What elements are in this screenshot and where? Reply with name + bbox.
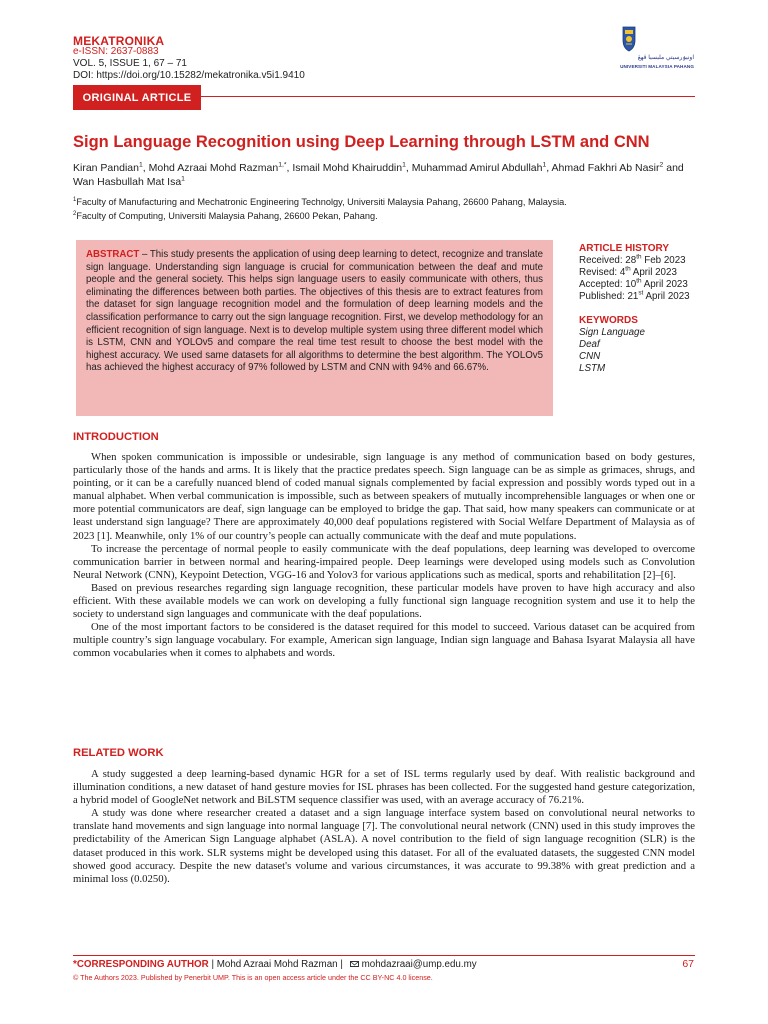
- corresponding-author-line: *CORRESPONDING AUTHOR | Mohd Azraai Mohd Razman | mohdazraai@ump.edu.my: [73, 959, 477, 970]
- corresponding-author-email[interactable]: mohdazraai@ump.edu.my: [361, 959, 477, 970]
- logo-text: UNIVERSITI MALAYSIA PAHANG: [620, 64, 694, 69]
- abstract-box: [76, 240, 553, 416]
- author-name: Wan Hasbullah Mat Isa: [73, 176, 182, 188]
- paragraph: A study was done where researcher created a dataset and a sign language interface system based on convolutional neural networks to translate hand movements and sign language into normal language [7]. The convolutional neural network (CNN) used in this study improves the predictability of the American Sign Language alphabet (ASLA). A novel contribution to the field of sign language recognition (SLR) is the dataset produced in this work. SLR systems might be developed using this dataset. For all of the evaluated datasets, the suggested CNN model showed good accuracy. Despite the new dataset's volume and various circumstances, it was accurate to 99.38% with great prediction and a minimal loss (0.0250).: [73, 807, 695, 885]
- author-affiliation-mark: 1: [181, 175, 185, 183]
- affiliation-1: $^1$Faculty of Manufacturing and Mechatronic Engineering Technolgy, Universiti Malaysia Pahang, 26600 Pahang, Malaysia.: [73, 196, 567, 207]
- published-date: Published: 21st April 2023: [579, 289, 690, 302]
- corresponding-author-label: *CORRESPONDING AUTHOR: [73, 959, 209, 970]
- author-affiliation-mark: 1: [138, 161, 143, 169]
- author-name: Mohd Azraai Mohd Razman: [148, 162, 279, 174]
- author-affiliation-mark: 1,*: [278, 161, 287, 169]
- corresponding-author-name: Mohd Azraai Mohd Razman: [216, 959, 338, 970]
- author-affiliation-mark: 1: [542, 161, 547, 169]
- logo-arabic-text: اونيۏرسيتي مليسيا ڤهڠ: [637, 55, 694, 61]
- issn: e-ISSN: 2637-0883: [73, 46, 159, 57]
- author-list: Kiran Pandian$^1$, Mohd Azraai Mohd Razman$^{1,*}$, Ismail Mohd Khairuddin$^1$, Muhammad Amirul Abdullah$^1$, Ahmad Fakhri Ab Nasir$^2$ and Wan Hasbullah Mat Isa$^1$: [73, 161, 684, 188]
- paragraph: To increase the percentage of normal people to easily communicate with the deaf populations, deep learning was developed to overcome communication barrier in between normal and hearing-impaired people. Deep learnings were developed using models such as Convolution Neural Network (CNN), Keypoint Detection, VGG-16 and Yolov3 for various applications such as medical, sports and rehabilitation [2]–[6].: [73, 542, 695, 581]
- journal-name: MEKATRONIKA: [73, 34, 165, 48]
- keyword-item: LSTM: [579, 363, 606, 374]
- paragraph: One of the most important factors to be considered is the dataset required for this model to succeed. Various dataset can be acquired from multiple country’s sign language vocabulary. For example, American sign language, Indian sign language and Bahasa Isyarat Malaysia all have common vocabularies when it comes to alphabets and words.: [73, 621, 695, 660]
- introduction-heading: INTRODUCTION: [73, 431, 159, 443]
- article-sidebar: [579, 243, 719, 375]
- mail-icon: [350, 961, 359, 967]
- introduction-body: [73, 451, 695, 661]
- doi-link[interactable]: DOI: https://doi.org/10.15282/mekatronika.v5i1.9410: [73, 70, 305, 81]
- abstract-text: – This study presents the application of using deep learning to detect, recognize and translate sign language. Understanding sign language is crucial for communication between the deaf and mute people and the general society. This helps sign language users to easily communicate with others, thus eliminating the differences between both parties. The objectives of this thesis are to extract features from the dataset for sign language recognition model and the formulation of deep learning models and the classification performance to carry out the sign language recognition. First, we develop methodology for an efficient recognition of sign language. Next is to develop multiple system using three different model which is LSTM, CNN and YOLOv5 and compare the real time test result to choose the best model with the highest accuracy. We used same datasets for all algorithms to determine the best algorithm. The YOLOv5 has achieved the highest accuracy of 97% followed by LSTM and CNN with 94% and 66.67%.: [86, 249, 544, 374]
- university-logo: [614, 24, 694, 76]
- footer-rule: [73, 955, 695, 956]
- paper-title: Sign Language Recognition using Deep Learning through LSTM and CNN: [73, 133, 650, 151]
- related-work-heading: RELATED WORK: [73, 747, 164, 759]
- paragraph: When spoken communication is impossible or undesirable, sign language is any method of communication based on body gestures, particularly those of the hands and arms. It is likely that the practice predates speech. Sign language can be as simple as grimaces, shrugs, and pointing, or it can be a carefully nuanced blend of coded manual signals complemented by facial expression and possibly words typed out in a manual alphabet. When verbal communication is impossible, such as between speakers of mutually incomprehensible languages or when one or more potential communicators are deaf, sign language can be employed to bridge the gap. That said, how many speakers can communicate or at least understand sign language? There are approximately 40,000 deaf populations registered with Social Welfare Department of Malaysia as of 2023 [1]. Meanwhile, only 1% of our country’s people can actually communicate with the deaf and mute populations.: [73, 451, 695, 542]
- keywords-label: KEYWORDS: [579, 315, 638, 326]
- page-number: 67: [682, 958, 694, 970]
- affiliation-2: $^2$Faculty of Computing, Universiti Malaysia Pahang, 26600 Pekan, Pahang.: [73, 210, 378, 221]
- accepted-date: Accepted: 10th April 2023: [579, 277, 688, 290]
- author-name: Ahmad Fakhri Ab Nasir: [551, 162, 660, 174]
- author-affiliation-mark: 1: [402, 161, 406, 169]
- keyword-item: Sign Language: [579, 327, 645, 338]
- volume-info: VOL. 5, ISSUE 1, 67 – 71: [73, 58, 187, 69]
- article-type-badge: ORIGINAL ARTICLE: [73, 85, 201, 110]
- article-history-label: ARTICLE HISTORY: [579, 243, 670, 254]
- keyword-item: Deaf: [579, 339, 600, 350]
- paragraph: A study suggested a deep learning-based dynamic HGR for a set of ISL terms regularly used by deaf. With realistic background and illumination conditions, a new dataset of hand gesture movies for ISL phrases has been collected. For the suggested hand gesture categorization, a hybrid model of GoogleNet network and BiLSTM sequence classifier was used, with an average accuracy of 76.21%.: [73, 768, 695, 807]
- copyright-notice: © The Authors 2023. Published by Penerbit UMP. This is an open access article under the CC BY-NC 4.0 license.: [73, 973, 433, 982]
- revised-date: Revised: 4th April 2023: [579, 265, 677, 278]
- author-name: Kiran Pandian: [73, 162, 139, 174]
- related-work-body: [73, 768, 695, 886]
- abstract-label: ABSTRACT: [86, 249, 140, 260]
- received-date: Received: 28th Feb 2023: [579, 253, 686, 266]
- author-name: Ismail Mohd Khairuddin: [292, 162, 403, 174]
- university-crest-icon: [614, 24, 694, 54]
- keyword-item: CNN: [579, 351, 601, 362]
- author-affiliation-mark: 2: [659, 161, 664, 169]
- author-name: Muhammad Amirul Abdullah: [411, 162, 543, 174]
- paragraph: Based on previous researches regarding sign language recognition, these particular models have proven to have high accuracy and also efficient. With these available models we can work on developing a fully functional sign language recognition system and use it to help the society to understand sign languages and communicate with the deaf populations.: [73, 581, 695, 621]
